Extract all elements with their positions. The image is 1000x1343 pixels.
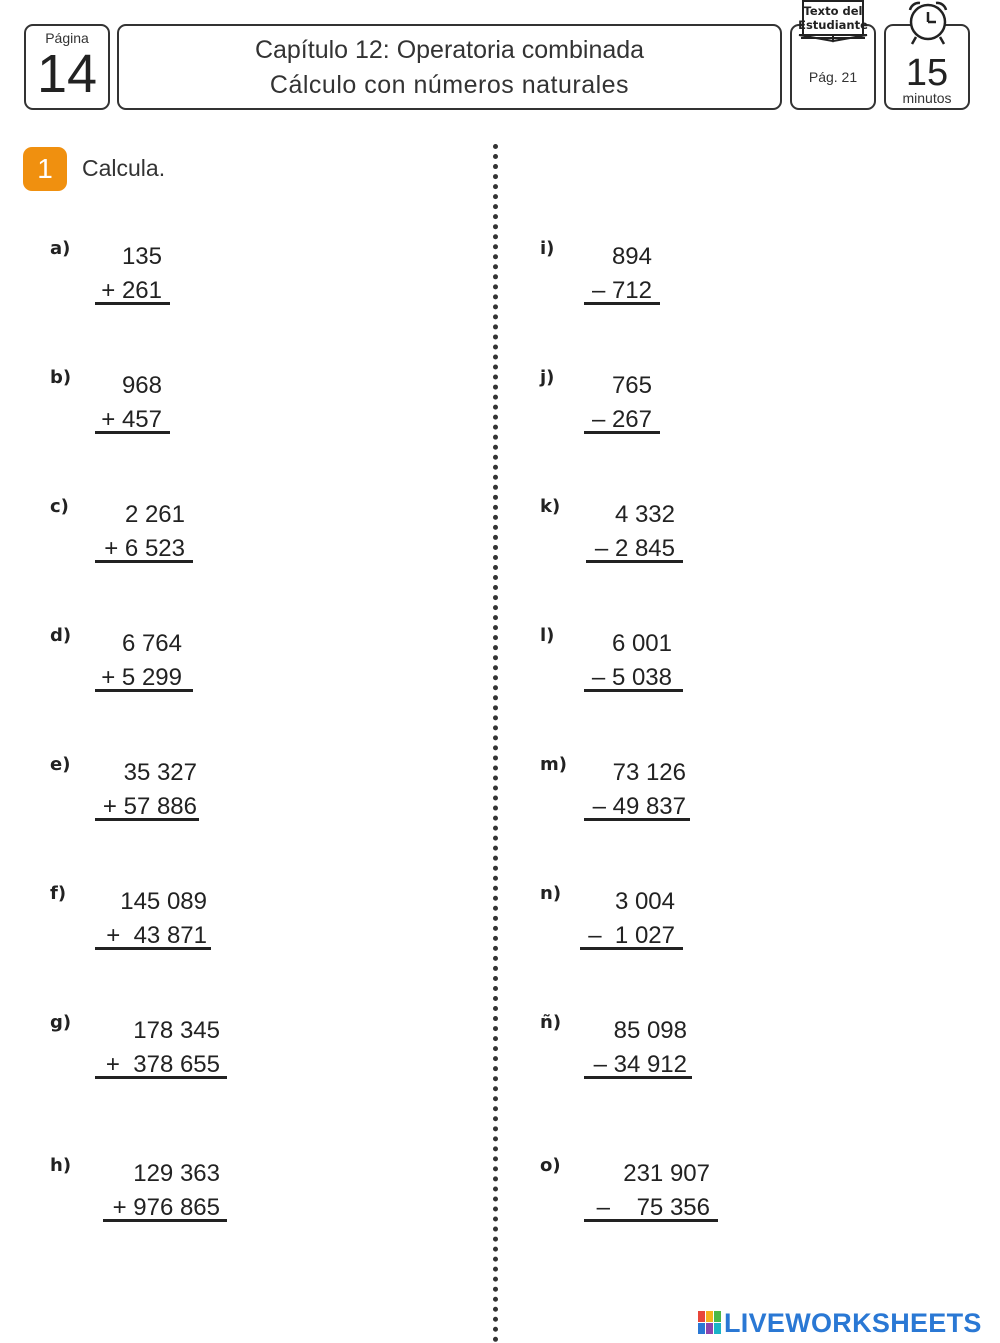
answer-line	[584, 302, 660, 305]
operand-bottom: – 267	[591, 406, 652, 433]
problem-label: j)	[540, 367, 555, 388]
answer-line	[95, 818, 199, 821]
problem-label: c)	[50, 496, 69, 517]
problem-label: b)	[50, 367, 72, 388]
problem-label: ñ)	[540, 1012, 562, 1033]
problem-f	[50, 883, 310, 993]
answer-line	[584, 431, 660, 434]
answer-line	[103, 1219, 227, 1222]
answer-line	[580, 947, 683, 950]
answer-line	[95, 1076, 227, 1079]
problem-label: i)	[540, 238, 555, 259]
operand-top: 178 345	[133, 1017, 220, 1044]
operand-bottom: + 43 871	[106, 922, 207, 949]
problem-label: o)	[540, 1155, 561, 1176]
answer-line	[95, 947, 211, 950]
answer-line	[95, 560, 193, 563]
problem-d	[50, 625, 310, 735]
answer-line	[95, 431, 170, 434]
answer-line	[586, 560, 683, 563]
liveworksheets-wordmark: LIVEWORKSHEETS	[724, 1308, 982, 1338]
operand-top: 6 001	[611, 630, 672, 657]
problem-o	[540, 1155, 800, 1265]
problem-label: m)	[540, 754, 567, 775]
operand-bottom: – 34 912	[593, 1051, 687, 1078]
operand-bottom: – 712	[591, 277, 652, 304]
answer-line	[584, 818, 690, 821]
operand-bottom: + 378 655	[105, 1051, 220, 1078]
answer-line	[95, 689, 193, 692]
problem-g	[50, 1012, 310, 1122]
chapter-subtitle: Cálculo con números naturales	[269, 71, 630, 99]
operand-top: 6 764	[121, 630, 182, 657]
problem-label: d)	[50, 625, 72, 646]
answer-line	[584, 689, 683, 692]
page-number: 14	[36, 44, 98, 104]
exercise-number-badge: 1	[23, 147, 67, 191]
alarm-clock-icon	[900, 0, 956, 46]
operand-top: 765	[611, 372, 652, 399]
problem-l	[540, 625, 800, 735]
problem-label: a)	[50, 238, 71, 259]
operand-top: 129 363	[133, 1160, 220, 1187]
operand-bottom: + 261	[101, 277, 162, 304]
operand-bottom: – 5 038	[591, 664, 672, 691]
operand-bottom: – 75 356	[596, 1194, 710, 1221]
chapter-title-box	[117, 24, 782, 110]
problem-i	[540, 238, 800, 348]
problem-c	[50, 496, 310, 606]
timer-unit: minutos	[902, 90, 952, 106]
chapter-title: Capítulo 12: Operatoria combinada	[254, 36, 645, 64]
problem-label: l)	[540, 625, 555, 646]
exercise-instruction: Calcula.	[82, 155, 166, 181]
operand-top: 85 098	[613, 1017, 687, 1044]
problem-label: e)	[50, 754, 71, 775]
operand-top: 73 126	[612, 759, 686, 786]
operand-top: 4 332	[614, 501, 675, 528]
problem-label: k)	[540, 496, 561, 517]
liveworksheets-mark-icon	[698, 1311, 722, 1335]
problem-b	[50, 367, 310, 477]
operand-bottom: – 1 027	[588, 922, 675, 949]
book-icon	[797, 0, 869, 44]
operand-top: 2 261	[124, 501, 185, 528]
liveworksheets-logo[interactable]	[698, 1308, 993, 1338]
operand-bottom: – 2 845	[594, 535, 675, 562]
timer-value: 15	[905, 52, 949, 94]
page-number-box	[24, 24, 110, 110]
operand-bottom: + 6 523	[104, 535, 185, 562]
book-label-line2: Estudiante	[798, 18, 868, 32]
problem-label: g)	[50, 1012, 72, 1033]
operand-top: 135	[121, 243, 162, 270]
problem-label: h)	[50, 1155, 72, 1176]
book-label-line1: Texto del	[803, 4, 863, 18]
page-label: Página	[45, 30, 89, 46]
problem-j	[540, 367, 800, 477]
problem-m	[540, 754, 800, 864]
operand-bottom: + 457	[101, 406, 162, 433]
operand-top: 968	[121, 372, 162, 399]
operand-bottom: + 5 299	[101, 664, 182, 691]
problem-n	[540, 883, 800, 993]
problem-e	[50, 754, 310, 864]
operand-top: 231 907	[623, 1160, 710, 1187]
answer-line	[584, 1219, 718, 1222]
operand-bottom: + 57 886	[102, 793, 197, 820]
problem-a	[50, 238, 310, 348]
answer-line	[95, 302, 170, 305]
problem-enye	[540, 1012, 800, 1122]
problem-label: n)	[540, 883, 562, 904]
answer-line	[584, 1076, 692, 1079]
operand-top: 894	[611, 243, 652, 270]
operand-top: 3 004	[614, 888, 675, 915]
problem-k	[540, 496, 800, 606]
column-divider	[493, 144, 498, 1343]
problem-h	[50, 1155, 310, 1265]
operand-top: 35 327	[123, 759, 197, 786]
operand-top: 145 089	[120, 888, 207, 915]
operand-bottom: – 49 837	[592, 793, 686, 820]
textbook-page: Pág. 21	[808, 69, 858, 85]
problem-label: f)	[50, 883, 67, 904]
operand-bottom: + 976 865	[112, 1194, 220, 1221]
